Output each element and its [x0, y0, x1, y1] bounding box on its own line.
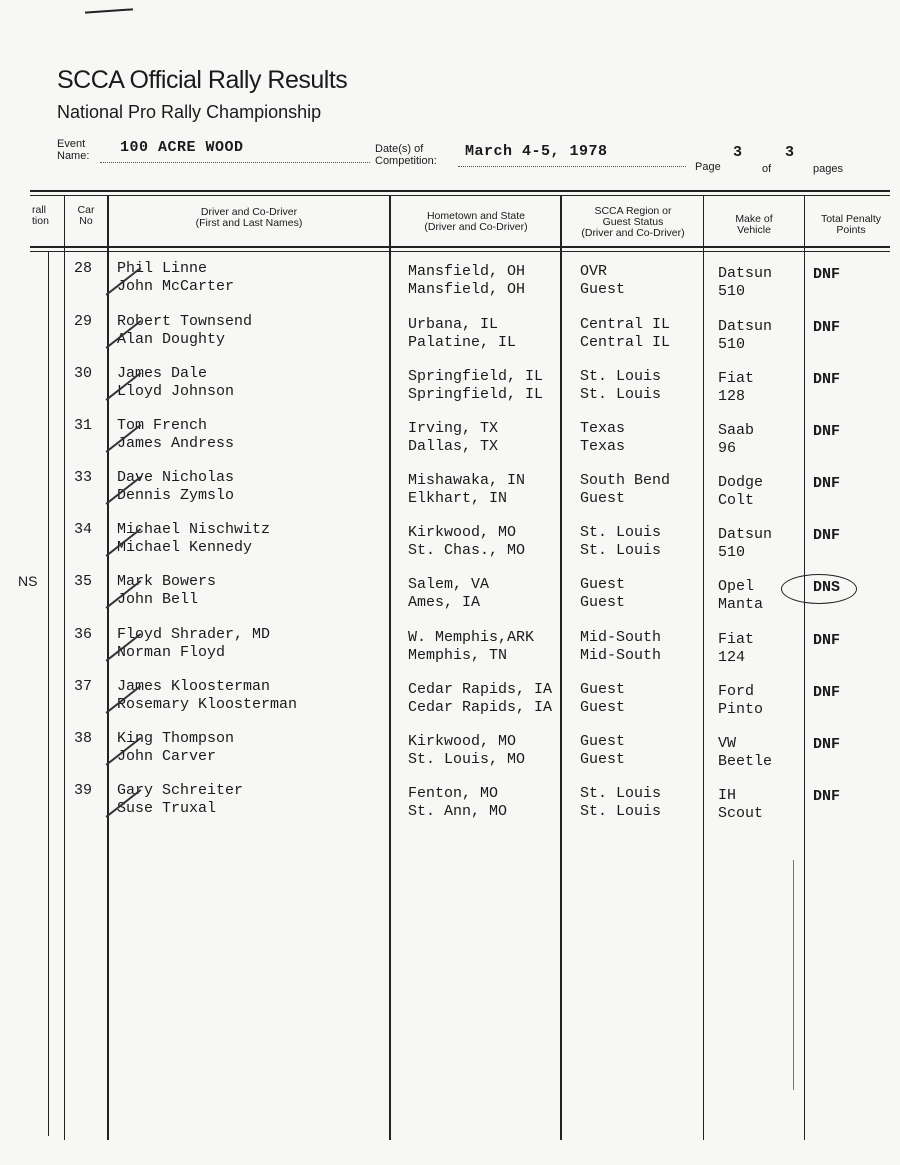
- driver-region: St. Louis: [580, 785, 662, 802]
- page-number: 3: [733, 144, 743, 161]
- driver-hometown: Irving, TX: [408, 420, 499, 437]
- driver-hometown: Fenton, MO: [408, 785, 499, 802]
- table-top-rule: [30, 190, 890, 192]
- car-number: 39: [74, 782, 93, 799]
- driver-name: Michael Nischwitz: [117, 521, 271, 538]
- codriver-name: Dennis Zymslo: [117, 487, 235, 504]
- header-bottom-rule-2: [30, 251, 890, 252]
- driver-region: Texas: [580, 420, 626, 437]
- codriver-name: John Bell: [117, 591, 199, 608]
- codriver-hometown: Palatine, IL: [408, 334, 517, 351]
- codriver-hometown: Elkhart, IN: [408, 490, 508, 507]
- driver-region: St. Louis: [580, 524, 662, 541]
- codriver-hometown: St. Chas., MO: [408, 542, 526, 559]
- vehicle-make: VW: [718, 735, 737, 752]
- driver-hometown: Kirkwood, MO: [408, 733, 517, 750]
- penalty-points: DNF: [813, 788, 841, 805]
- codriver-region: St. Louis: [580, 803, 662, 820]
- event-name-label: Event Name:: [57, 138, 90, 162]
- col-divider: [64, 195, 65, 1140]
- codriver-hometown: Cedar Rapids, IA: [408, 699, 553, 716]
- codriver-region: Mid-South: [580, 647, 662, 664]
- car-number: 29: [74, 313, 93, 330]
- header-bottom-rule: [30, 246, 890, 248]
- car-number: 28: [74, 260, 93, 277]
- driver-hometown: Salem, VA: [408, 576, 490, 593]
- vehicle-model: Beetle: [718, 753, 773, 770]
- codriver-name: Suse Truxal: [117, 800, 217, 817]
- penalty-points: DNF: [813, 423, 841, 440]
- dates-value: March 4-5, 1978: [465, 143, 608, 160]
- table-top-rule-2: [30, 195, 890, 196]
- vehicle-model: Manta: [718, 596, 764, 613]
- vehicle-make: IH: [718, 787, 737, 804]
- driver-region: OVR: [580, 263, 608, 280]
- driver-name: Robert Townsend: [117, 313, 253, 330]
- driver-hometown: Mishawaka, IN: [408, 472, 526, 489]
- event-underline: [100, 162, 370, 163]
- driver-region: Guest: [580, 733, 626, 750]
- driver-name: James Dale: [117, 365, 208, 382]
- driver-hometown: W. Memphis,ARK: [408, 629, 535, 646]
- vehicle-make: Datsun: [718, 526, 773, 543]
- dates-label: Date(s) of Competition:: [375, 143, 437, 167]
- penalty-points: DNF: [813, 736, 841, 753]
- codriver-hometown: St. Ann, MO: [408, 803, 508, 820]
- driver-region: St. Louis: [580, 368, 662, 385]
- vehicle-make: Fiat: [718, 631, 755, 648]
- codriver-region: Central IL: [580, 334, 671, 351]
- col-header-car-no: Car No: [77, 204, 95, 227]
- car-number: 34: [74, 521, 93, 538]
- vehicle-model: Scout: [718, 805, 764, 822]
- driver-region: Guest: [580, 681, 626, 698]
- driver-region: Guest: [580, 576, 626, 593]
- penalty-points: DNF: [813, 632, 841, 649]
- codriver-hometown: Dallas, TX: [408, 438, 499, 455]
- driver-name: James Kloosterman: [117, 678, 271, 695]
- driver-region: South Bend: [580, 472, 671, 489]
- codriver-region: Guest: [580, 699, 626, 716]
- driver-hometown: Urbana, IL: [408, 316, 499, 333]
- document-subtitle: National Pro Rally Championship: [57, 102, 322, 122]
- codriver-name: Lloyd Johnson: [117, 383, 235, 400]
- pages-label: pages: [813, 163, 843, 175]
- car-number: 38: [74, 730, 93, 747]
- driver-hometown: Cedar Rapids, IA: [408, 681, 553, 698]
- stray-pen-mark: [85, 8, 133, 13]
- codriver-name: Alan Doughty: [117, 331, 226, 348]
- vehicle-model: 128: [718, 388, 746, 405]
- car-number: 33: [74, 469, 93, 486]
- col-divider: [804, 195, 805, 1140]
- penalty-points: DNF: [813, 319, 841, 336]
- dates-underline: [458, 166, 686, 167]
- driver-hometown: Springfield, IL: [408, 368, 544, 385]
- col-header-region: SCCA Region or Guest Status (Driver and Co-Driver): [581, 205, 685, 239]
- penalty-points: DNF: [813, 527, 841, 544]
- driver-name: Dave Nicholas: [117, 469, 235, 486]
- document-title: SCCA Official Rally Results: [57, 66, 348, 94]
- vehicle-make: Fiat: [718, 370, 755, 387]
- codriver-region: Guest: [580, 751, 626, 768]
- driver-hometown: Mansfield, OH: [408, 263, 526, 280]
- vehicle-make: Ford: [718, 683, 755, 700]
- col-header-hometown: Hometown and State (Driver and Co-Driver): [424, 210, 528, 233]
- vehicle-make: Datsun: [718, 318, 773, 335]
- driver-name: Floyd Shrader, MD: [117, 626, 271, 643]
- car-number: 35: [74, 573, 93, 590]
- codriver-hometown: St. Louis, MO: [408, 751, 526, 768]
- car-number: 36: [74, 626, 93, 643]
- page-total: 3: [785, 144, 795, 161]
- col-header-penalty: Total Penalty Points: [820, 213, 882, 236]
- codriver-name: Norman Floyd: [117, 644, 226, 661]
- col-divider: [703, 195, 704, 1140]
- col-divider: [389, 195, 391, 1140]
- col-divider: [107, 195, 109, 1140]
- vehicle-make: Opel: [718, 578, 755, 595]
- car-number: 30: [74, 365, 93, 382]
- car-number: 31: [74, 417, 93, 434]
- margin-note: NS: [18, 573, 38, 589]
- codriver-region: St. Louis: [580, 542, 662, 559]
- driver-name: Tom French: [117, 417, 208, 434]
- vehicle-model: 510: [718, 336, 746, 353]
- codriver-region: St. Louis: [580, 386, 662, 403]
- left-margin-rule: [48, 251, 49, 1136]
- driver-name: Gary Schreiter: [117, 782, 244, 799]
- col-header-overall: rall tion: [32, 204, 49, 227]
- codriver-region: Texas: [580, 438, 626, 455]
- penalty-points: DNF: [813, 371, 841, 388]
- event-name-value: 100 ACRE WOOD: [120, 139, 244, 156]
- codriver-name: James Andress: [117, 435, 235, 452]
- codriver-name: John Carver: [117, 748, 217, 765]
- car-number: 37: [74, 678, 93, 695]
- penalty-points: DNS: [813, 579, 841, 596]
- driver-name: King Thompson: [117, 730, 235, 747]
- codriver-hometown: Ames, IA: [408, 594, 481, 611]
- penalty-points: DNF: [813, 475, 841, 492]
- col-header-driver: Driver and Co-Driver (First and Last Names): [195, 206, 303, 229]
- vehicle-model: Pinto: [718, 701, 764, 718]
- col-divider: [560, 195, 562, 1140]
- col-header-make: Make of Vehicle: [735, 213, 773, 236]
- driver-name: Phil Linne: [117, 260, 208, 277]
- codriver-region: Guest: [580, 594, 626, 611]
- codriver-hometown: Springfield, IL: [408, 386, 544, 403]
- codriver-hometown: Memphis, TN: [408, 647, 508, 664]
- vehicle-make: Datsun: [718, 265, 773, 282]
- of-label: of: [762, 163, 772, 175]
- codriver-name: Michael Kennedy: [117, 539, 253, 556]
- codriver-hometown: Mansfield, OH: [408, 281, 526, 298]
- vehicle-model: 510: [718, 283, 746, 300]
- vehicle-make: Dodge: [718, 474, 764, 491]
- driver-name: Mark Bowers: [117, 573, 217, 590]
- codriver-name: Rosemary Kloosterman: [117, 696, 298, 713]
- codriver-region: Guest: [580, 281, 626, 298]
- codriver-region: Guest: [580, 490, 626, 507]
- codriver-name: John McCarter: [117, 278, 235, 295]
- vehicle-model: 510: [718, 544, 746, 561]
- penalty-points: DNF: [813, 684, 841, 701]
- vehicle-make: Saab: [718, 422, 755, 439]
- driver-hometown: Kirkwood, MO: [408, 524, 517, 541]
- vehicle-model: 96: [718, 440, 737, 457]
- page-label: Page: [695, 161, 721, 173]
- faint-rule: [793, 860, 794, 1090]
- vehicle-model: 124: [718, 649, 746, 666]
- penalty-points: DNF: [813, 266, 841, 283]
- vehicle-model: Colt: [718, 492, 755, 509]
- driver-region: Mid-South: [580, 629, 662, 646]
- driver-region: Central IL: [580, 316, 671, 333]
